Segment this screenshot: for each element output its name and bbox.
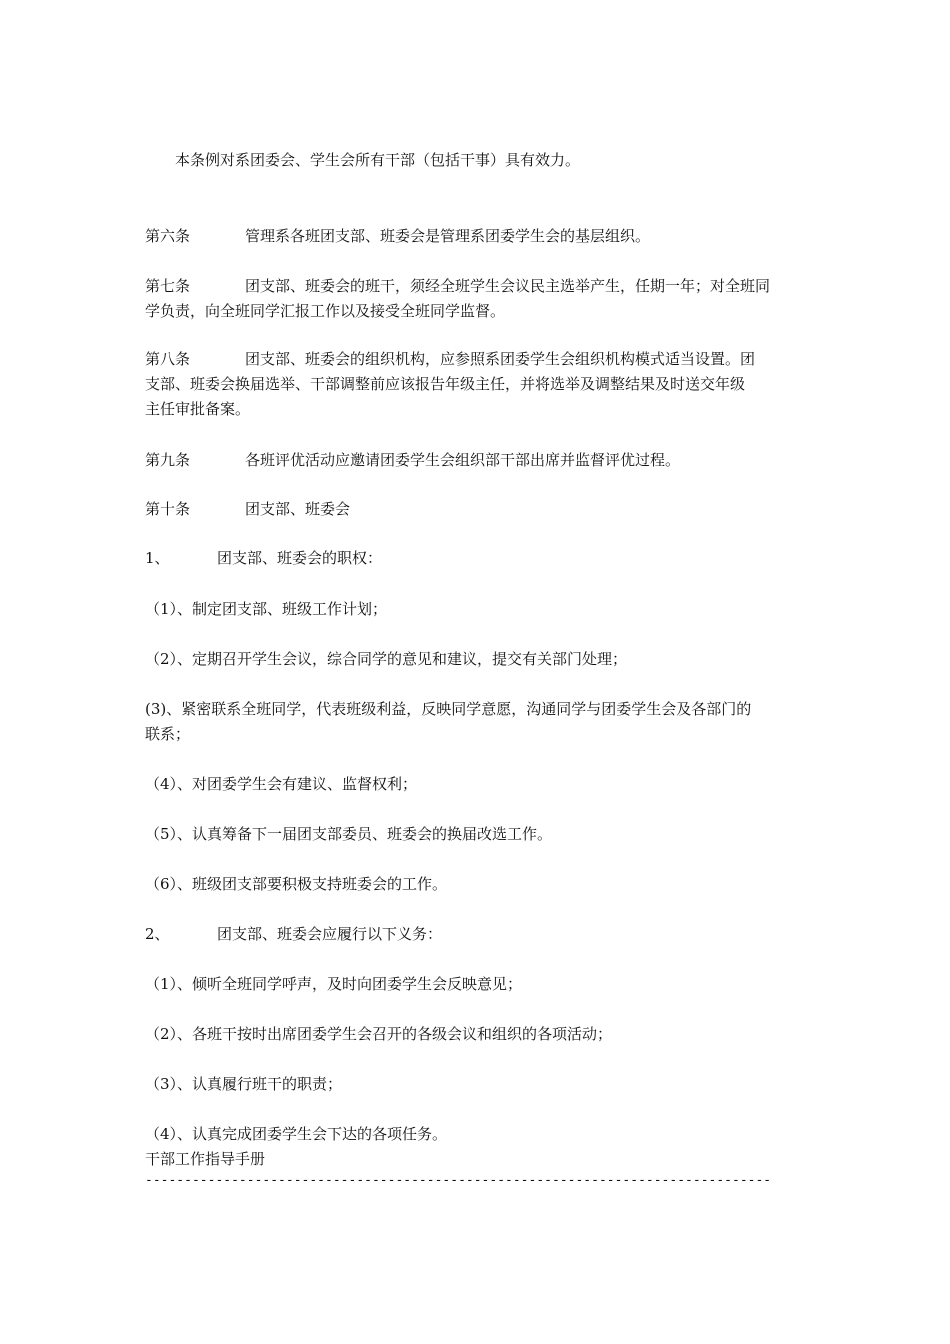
article-number: 第六条 (145, 227, 191, 245)
section-number: 1、 (145, 549, 170, 567)
list-item: （2）、各班干按时出席团委学生会召开的各级会议和组织的各项活动； (145, 1025, 613, 1043)
list-item: （5）、认真筹备下一届团支部委员、班委会的换届改选工作。 (145, 825, 553, 843)
article-number: 第七条 (145, 277, 191, 295)
article-text: 管理系各班团支部、班委会是管理系团委学生会的基层组织。 (245, 227, 651, 245)
article-9 (145, 448, 810, 473)
article-8-continued-2: 主任审批备案。 (145, 400, 251, 418)
article-10 (145, 497, 810, 522)
article-text: 团支部、班委会的组织机构，应参照系团委学生会组织机构模式适当设置。团 (245, 350, 756, 368)
list-item: （2）、定期召开学生会议，综合同学的意见和建议，提交有关部门处理； (145, 650, 628, 668)
article-7-continued: 学负责，向全班同学汇报工作以及接受全班同学监督。 (145, 302, 506, 320)
intro-paragraph: 本条例对系团委会、学生会所有干部（包括干事）具有效力。 (175, 151, 581, 169)
article-text: 团支部、班委会的班干，须经全班学生会议民主选举产生，任期一年；对全班同 (245, 277, 771, 295)
list-item: （4）、认真完成团委学生会下达的各项任务。 (145, 1125, 448, 1143)
section-number: 2、 (145, 925, 170, 943)
list-item: (3)、紧密联系全班同学，代表班级利益，反映同学意愿，沟通同学与团委学生会及各部门的 (145, 700, 752, 718)
section-title: 团支部、班委会应履行以下义务： (217, 925, 443, 943)
footer-divider: -------------------------------------------------------------------------------- (145, 1173, 772, 1188)
list-item-continued: 联系； (145, 725, 191, 743)
article-text: 各班评优活动应邀请团委学生会组织部干部出席并监督评优过程。 (245, 451, 681, 469)
article-6 (145, 224, 810, 249)
article-8 (145, 347, 810, 372)
article-7 (145, 274, 810, 299)
section-title: 团支部、班委会的职权： (217, 549, 383, 567)
list-item: （1）、倾听全班同学呼声，及时向团委学生会反映意见； (145, 975, 523, 993)
list-item: （4）、对团委学生会有建议、监督权利； (145, 775, 418, 793)
list-item: （6）、班级团支部要积极支持班委会的工作。 (145, 875, 448, 893)
section-2-heading (145, 922, 810, 947)
article-8-continued: 支部、班委会换届选举、干部调整前应该报告年级主任，并将选举及调整结果及时送交年级 (145, 375, 746, 393)
list-item: （3）、认真履行班干的职责； (145, 1075, 343, 1093)
article-text: 团支部、班委会 (245, 500, 351, 518)
article-number: 第九条 (145, 451, 191, 469)
article-number: 第十条 (145, 500, 191, 518)
footer-title: 干部工作指导手册 (145, 1150, 266, 1168)
list-item: （1）、制定团支部、班级工作计划； (145, 600, 388, 618)
section-1-heading (145, 546, 810, 571)
article-number: 第八条 (145, 350, 191, 368)
